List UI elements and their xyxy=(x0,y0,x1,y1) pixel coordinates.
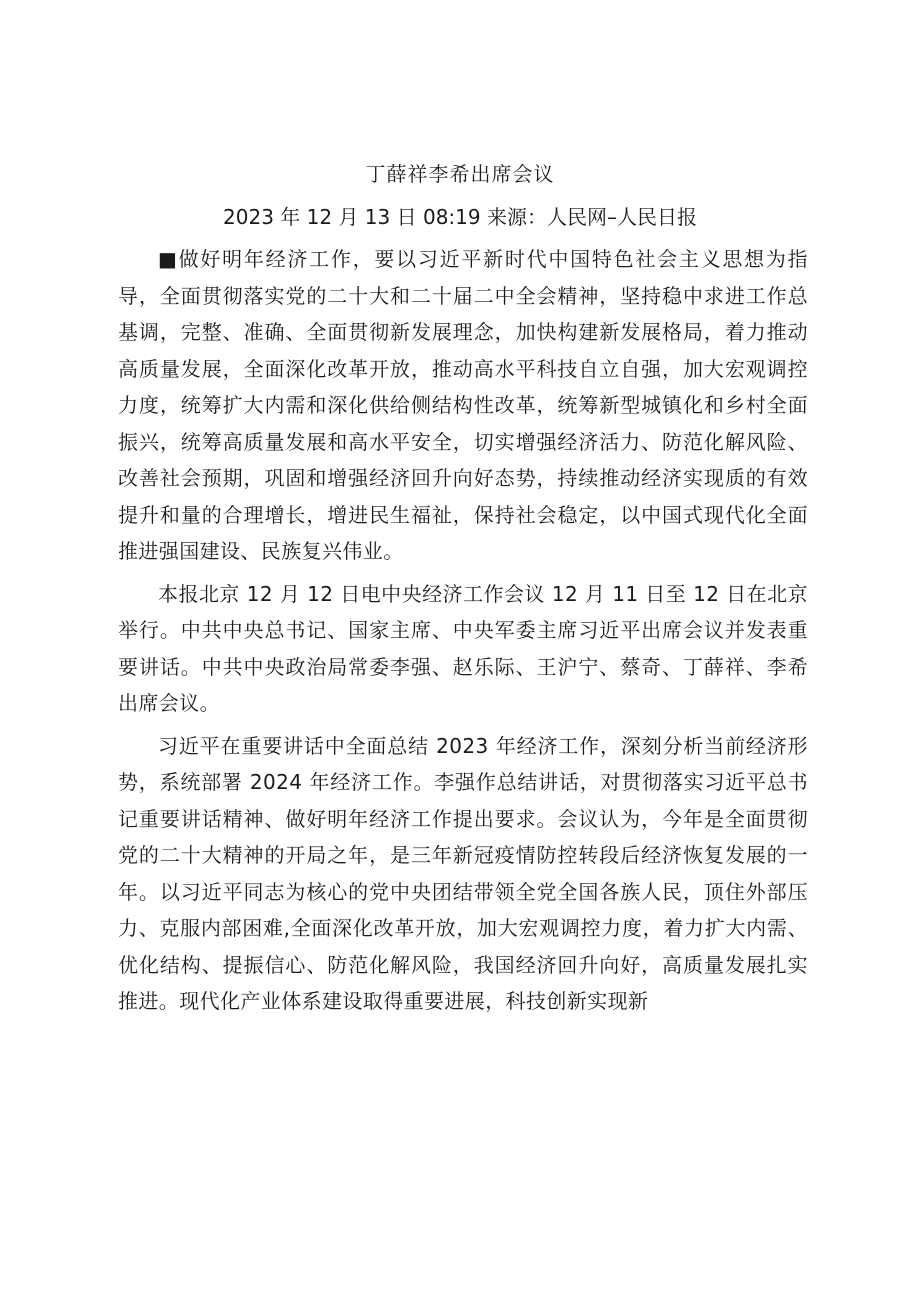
article-body xyxy=(118,241,808,1020)
article-dateline: 2023 年 12 月 13 日 08:19 来源：人民网–人民日报 xyxy=(223,205,697,229)
article-paragraph-news: 本报北京 12 月 12 日电中央经济工作会议 12 月 11 日至 12 日在北京举行。中共中央总书记、国家主席、中央军委主席习近平出席会议并发表重要讲话。中共中央政治局常委李强、赵乐际、王沪宁、蔡奇、丁薛祥、李希出席会议。 xyxy=(118,581,808,715)
article-title: 丁薛祥李希出席会议 xyxy=(365,162,555,186)
article-paragraph-speech: 习近平在重要讲话中全面总结 2023 年经济工作，深刻分析当前经济形势，系统部署 2024 年经济工作。李强作总结讲话，对贯彻落实习近平总书记重要讲话精神、做好明年经济工作提出要求。会议认为，今年是全面贯彻党的二十大精神的开局之年，是三年新冠疫情防控转段后经济恢复发展的一年。以习近平同志为核心的党中央团结带领全党全国各族人民，顶住外部压力、克服内部困难,全面深化改革开放，加大宏观调控力度，着力扩大内需、优化结构、提振信心、防范化解风险，我国经济回升向好，高质量发展扎实推进。现代化产业体系建设取得重要进展，科技创新实现新 xyxy=(118,733,808,1013)
article-paragraph-summary: ■做好明年经济工作，要以习近平新时代中国特色社会主义思想为指导，全面贯彻落实党的二十大和二十届二中全会精神，坚持稳中求进工作总基调，完整、准确、全面贯彻新发展理念，加快构建新发展格局，着力推动高质量发展，全面深化改革开放，推动高水平科技自立自强，加大宏观调控力度，统筹扩大内需和深化供给侧结构性改革，统筹新型城镇化和乡村全面振兴，统筹高质量发展和高水平安全，切实增强经济活力、防范化解风险、改善社会预期，巩固和增强经济回升向好态势，持续推动经济实现质的有效提升和量的合理增长，增进民生福祉，保持社会稳定，以中国式现代化全面推进强国建设、民族复兴伟业。 xyxy=(118,247,808,563)
